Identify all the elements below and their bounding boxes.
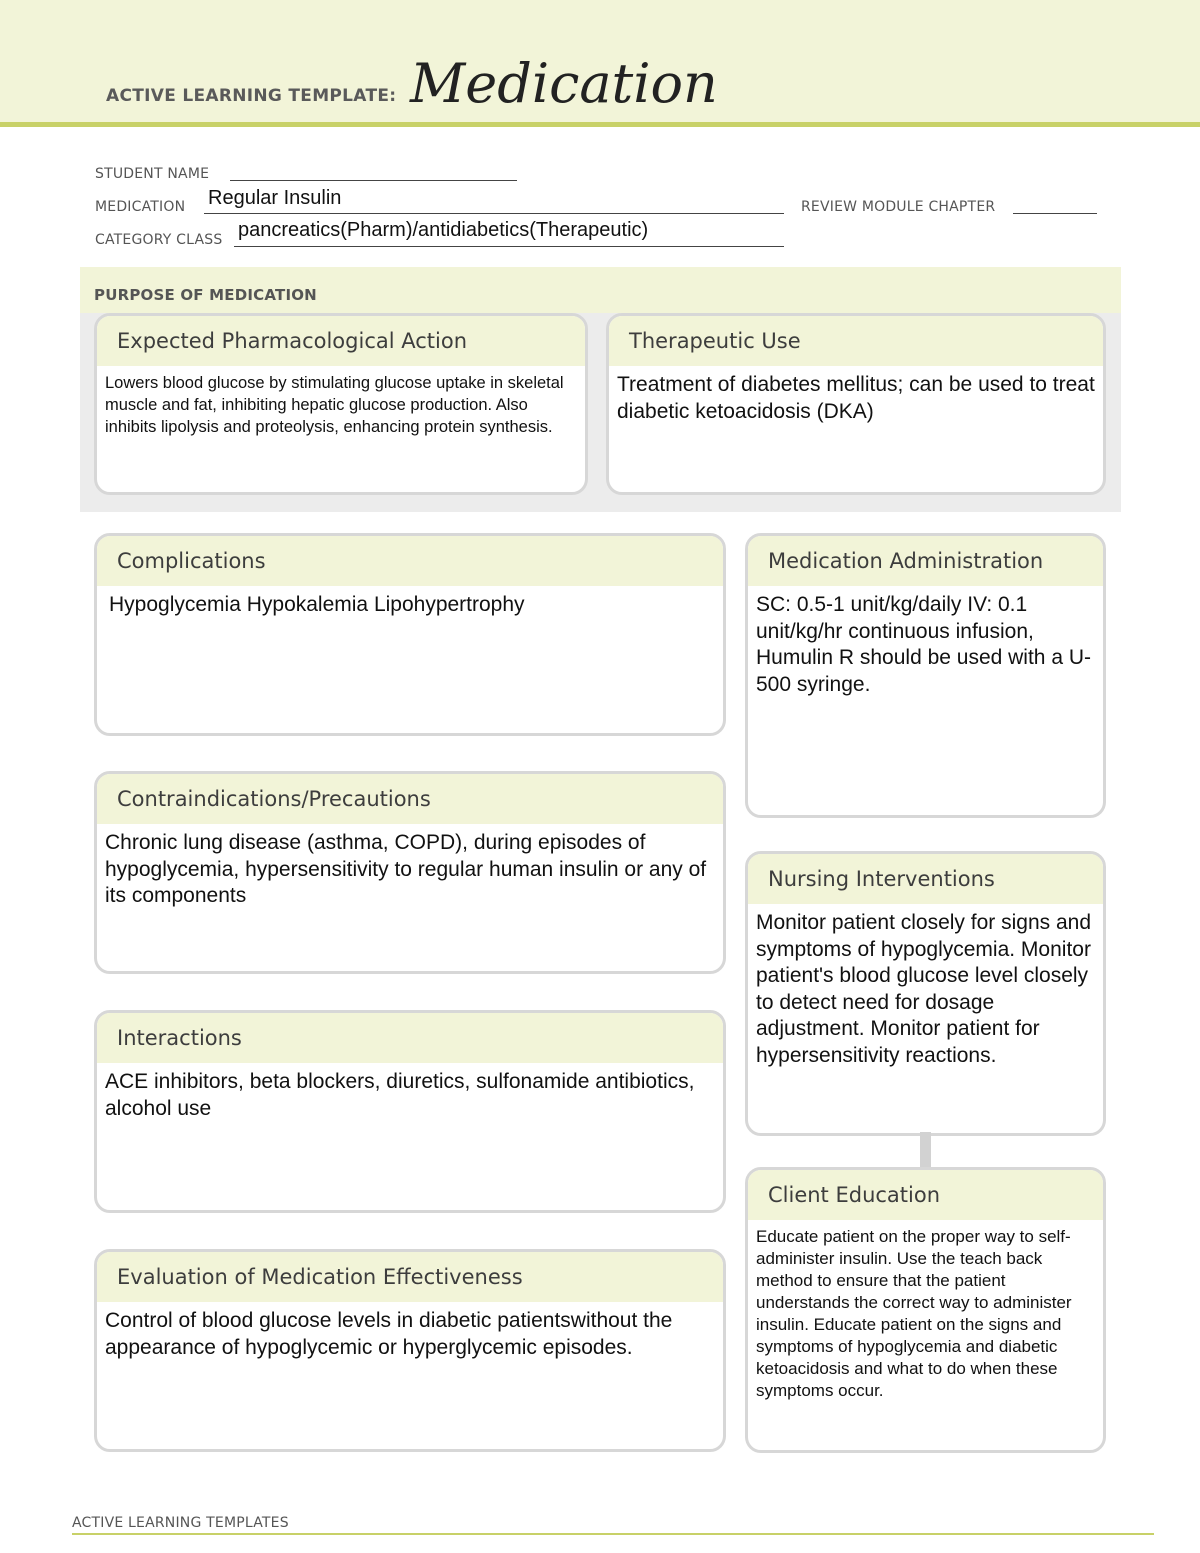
client-education-card (745, 1167, 1106, 1453)
category-class-label: CATEGORY CLASS (95, 232, 223, 248)
section-connector (920, 1132, 931, 1168)
client-education-heading: Client Education (748, 1170, 1103, 1220)
therapeutic-use-text[interactable]: Treatment of diabetes mellitus; can be used to treat diabetic ketoacidosis (DKA) (617, 373, 1095, 423)
medication-label: MEDICATION (95, 199, 186, 215)
template-prefix: ACTIVE LEARNING TEMPLATE: (106, 86, 397, 106)
review-module-field[interactable] (1013, 213, 1097, 214)
category-class-field[interactable] (234, 246, 784, 247)
review-module-label: REVIEW MODULE CHAPTER (801, 199, 996, 215)
medication-administration-text[interactable]: SC: 0.5-1 unit/kg/daily IV: 0.1 unit/kg/hr continuous infusion, Humulin R should be used with a U-500 syringe. (756, 593, 1091, 696)
footer-label: ACTIVE LEARNING TEMPLATES (72, 1515, 289, 1531)
contraindications-card (94, 771, 726, 974)
interactions-text[interactable]: ACE inhibitors, beta blockers, diuretics, sulfonamide antibiotics, alcohol use (105, 1070, 695, 1120)
medication-value: Regular Insulin (208, 187, 342, 209)
contraindications-heading: Contraindications/Precautions (97, 774, 723, 824)
complications-text[interactable]: Hypoglycemia Hypokalemia Lipohypertrophy (109, 593, 525, 616)
medication-administration-heading: Medication Administration (748, 536, 1103, 586)
student-name-field[interactable] (230, 180, 517, 181)
header-rule (0, 122, 1200, 127)
medication-field[interactable] (204, 213, 784, 214)
nursing-interventions-text[interactable]: Monitor patient closely for signs and symptoms of hypoglycemia. Monitor patient's blood glucose level closely to detect need for dosage adjustment. Monitor patient for hypersensitivity reactions. (756, 911, 1092, 1067)
interactions-heading: Interactions (97, 1013, 723, 1063)
nursing-interventions-heading: Nursing Interventions (748, 854, 1103, 904)
footer-rule (72, 1533, 1154, 1535)
medication-administration-card (745, 533, 1106, 818)
interactions-card (94, 1010, 726, 1213)
contraindications-text[interactable]: Chronic lung disease (asthma, COPD), during episodes of hypoglycemia, hypersensitivity to regular human insulin or any of its components (105, 831, 707, 907)
therapeutic-use-heading: Therapeutic Use (609, 316, 1103, 366)
evaluation-text[interactable]: Control of blood glucose levels in diabetic patientswithout the appearance of hypoglycemic or hyperglycemic episodes. (105, 1309, 673, 1359)
expected-action-heading: Expected Pharmacological Action (97, 316, 585, 366)
evaluation-card (94, 1249, 726, 1452)
evaluation-heading: Evaluation of Medication Effectiveness (97, 1252, 723, 1302)
client-education-text[interactable]: Educate patient on the proper way to self-administer insulin. Use the teach back method to ensure that the patient understands the correct way to administer insulin. Educate patient on the signs and symptoms of hypoglycemia and diabetic ketoacidosis and what to do when these symptoms occur. (756, 1227, 1072, 1400)
expected-action-card (94, 313, 588, 495)
complications-card (94, 533, 726, 736)
therapeutic-use-card (606, 313, 1106, 495)
purpose-title: PURPOSE OF MEDICATION (94, 286, 317, 304)
complications-heading: Complications (97, 536, 723, 586)
category-class-value: pancreatics(Pharm)/antidiabetics(Therapeutic) (238, 219, 649, 241)
page-title: Medication (410, 52, 718, 115)
expected-action-text[interactable]: Lowers blood glucose by stimulating glucose uptake in skeletal muscle and fat, inhibiting hepatic glucose production. Also inhibits lipolysis and proteolysis, enhancing protein synthesis. (105, 374, 564, 436)
student-name-label: STUDENT NAME (95, 166, 210, 182)
nursing-interventions-card (745, 851, 1106, 1136)
